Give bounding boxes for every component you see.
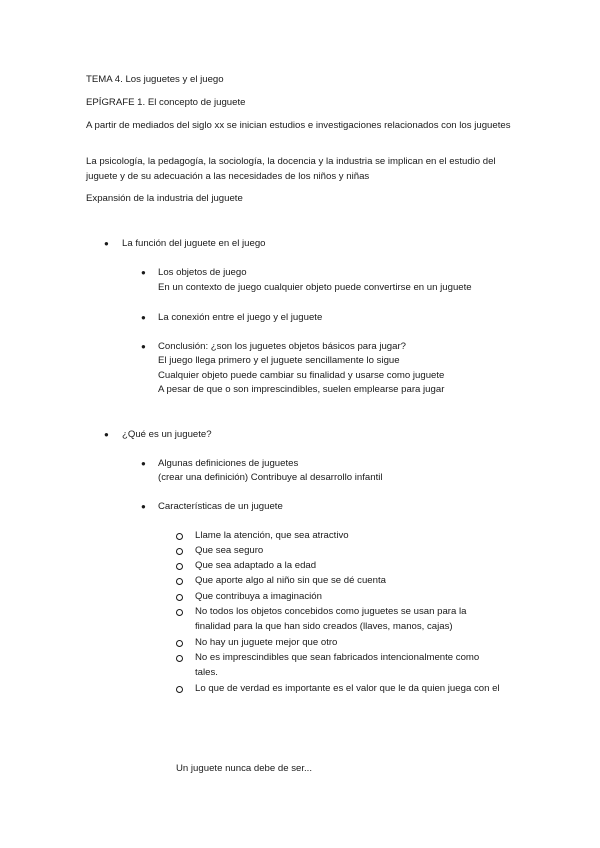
- item-title-objetos: Los objetos de juego: [158, 267, 247, 278]
- bullet-icon: ●: [141, 342, 146, 351]
- intro-paragraph-1: A partir de mediados del siglo xx se inician estudios e investigaciones relacionados con los juguetes: [86, 120, 511, 131]
- bullet-icon: ●: [104, 239, 109, 248]
- circle-bullet-icon: [176, 533, 183, 540]
- item-line: El juego llega primero y el juguete sencillamente lo sigue: [158, 355, 400, 366]
- characteristic-item: Llame la atención, que sea atractivo: [195, 530, 349, 541]
- bullet-icon: ●: [104, 430, 109, 439]
- characteristic-item: Que sea adaptado a la edad: [195, 560, 317, 571]
- characteristic-item: Que aporte algo al niño sin que se dé cuenta: [195, 575, 386, 586]
- characteristic-item: Lo que de verdad es importante es el valor que le da quien juega con el: [195, 683, 500, 694]
- circle-bullet-icon: [176, 609, 183, 616]
- characteristic-item: No todos los objetos concebidos como juguetes se usan para la: [195, 606, 467, 617]
- circle-bullet-icon: [176, 578, 183, 585]
- characteristic-item: No es imprescindibles que sean fabricados intencionalmente como: [195, 652, 480, 663]
- item-line: A pesar de que o son imprescindibles, suelen emplearse para jugar: [158, 384, 445, 395]
- item-title-conexion: La conexión entre el juego y el juguete: [158, 312, 323, 323]
- epigraph-heading: EPÍGRAFE 1. El concepto de juguete: [86, 97, 246, 108]
- closing-line: Un juguete nunca debe de ser...: [176, 763, 313, 774]
- characteristic-item-continuation: tales.: [195, 667, 218, 678]
- characteristic-item-continuation: finalidad para la que han sido creados (llaves, manos, cajas): [195, 621, 453, 632]
- characteristic-item: Que contribuya a imaginación: [195, 591, 322, 602]
- bullet-icon: ●: [141, 502, 146, 511]
- bullet-icon: ●: [141, 313, 146, 322]
- item-line: (crear una definición) Contribuye al desarrollo infantil: [158, 472, 383, 483]
- circle-bullet-icon: [176, 548, 183, 555]
- document-title: TEMA 4. Los juguetes y el juego: [86, 74, 224, 85]
- bullet-icon: ●: [141, 459, 146, 468]
- item-line: Cualquier objeto puede cambiar su finalidad y usarse como juguete: [158, 370, 445, 381]
- circle-bullet-icon: [176, 686, 183, 693]
- intro-paragraph-3: Expansión de la industria del juguete: [86, 193, 243, 204]
- item-title-conclusion: Conclusión: ¿son los juguetes objetos básicos para jugar?: [158, 341, 406, 352]
- circle-bullet-icon: [176, 640, 183, 647]
- item-line: En un contexto de juego cualquier objeto puede convertirse en un juguete: [158, 282, 472, 293]
- item-title-definiciones: Algunas definiciones de juguetes: [158, 458, 299, 469]
- section-heading-funcion: La función del juguete en el juego: [122, 238, 266, 249]
- section-heading-que-es: ¿Qué es un juguete?: [122, 429, 212, 440]
- circle-bullet-icon: [176, 655, 183, 662]
- characteristic-item: Que sea seguro: [195, 545, 264, 556]
- circle-bullet-icon: [176, 594, 183, 601]
- characteristic-item: No hay un juguete mejor que otro: [195, 637, 338, 648]
- bullet-icon: ●: [141, 268, 146, 277]
- intro-paragraph-2: La psicología, la pedagogía, la sociología, la docencia y la industria se implican en el estudio del juguete y de su adecuación a las necesidades de los niños y niñas: [86, 156, 496, 182]
- circle-bullet-icon: [176, 563, 183, 570]
- item-title-caracteristicas: Características de un juguete: [158, 501, 283, 512]
